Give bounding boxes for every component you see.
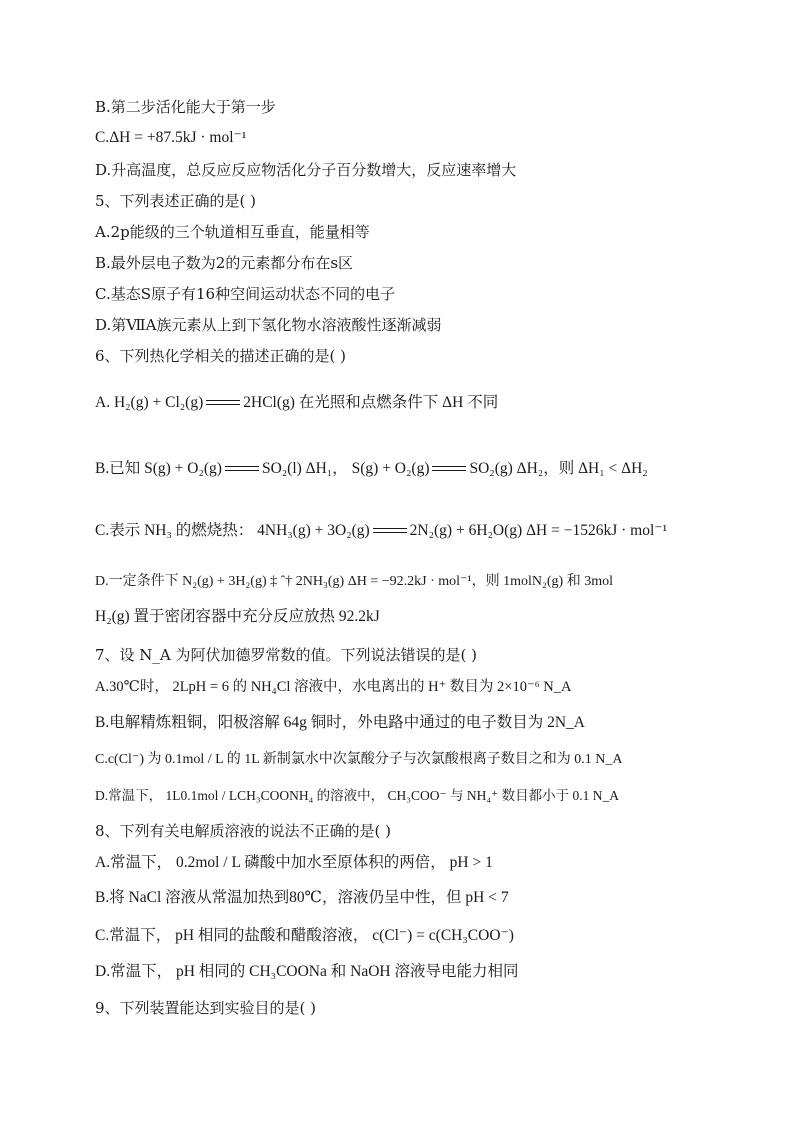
q4-option-b: B.第二步活化能大于第一步 <box>95 98 276 116</box>
q7-stem: 7、设 N_A 为阿伏加德罗常数的值。下列说法错误的是( ) <box>95 646 478 664</box>
q6-option-a-label: A. <box>95 394 114 411</box>
equals-sign-icon <box>432 464 466 474</box>
q6-option-b <box>95 459 648 479</box>
q5-option-b: B.最外层电子数为2的元素都分布在s区 <box>95 254 354 272</box>
q6-option-a-reactants: H₂(g) + Cl₂(g) <box>113 394 204 411</box>
q7-option-b: B.电解精炼粗铜，阳极溶解 64g 铜时，外电路中通过的电子数目为 2N_A <box>95 714 585 731</box>
q7-option-d: D.常温下， 1L0.1mol / LCH₃COONH₄ 的溶液中， CH₃COO⁻ 与 NH₄⁺ 数目都小于 0.1 N_A <box>95 788 619 803</box>
q6-option-c <box>95 521 667 541</box>
q7-option-a: A.30℃时， 2LpH = 6 的 NH₄Cl 溶液中，水电离出的 H⁺ 数目为 2×10⁻⁶ N_A <box>95 679 572 695</box>
q8-option-a: A.常温下， 0.2mol / L 磷酸中加水至原体积的两倍， pH > 1 <box>95 854 493 871</box>
equals-sign-icon <box>373 526 407 536</box>
q6-stem: 6、下列热化学相关的描述正确的是( ) <box>95 347 347 365</box>
q6-option-c-products: 2N₂(g) + 6H₂O(g) ΔH = −1526kJ · mol⁻¹ <box>409 522 668 539</box>
q7-option-c: C.c(Cl⁻) 为 0.1mol / L 的 1L 新制氯水中次氯酸分子与次氯酸根离子数目之和为 0.1 N_A <box>95 752 623 767</box>
q8-option-c: C.常温下， pH 相同的盐酸和醋酸溶液， c(Cl⁻) = c(CH₃COO⁻) <box>95 927 514 944</box>
q6-option-c-label: C.表示 NH₃ 的燃烧热： <box>95 522 258 539</box>
q6-option-a-products: 2HCl(g) <box>243 394 295 411</box>
q9-stem: 9、下列装置能达到实验目的是( ) <box>95 999 317 1017</box>
q6-option-b-label: B.已知 <box>95 460 145 477</box>
q5-stem: 5、下列表述正确的是( ) <box>95 192 257 210</box>
q6-option-c-reactants: 4NH₃(g) + 3O₂(g) <box>257 522 370 539</box>
q6-option-b-eq1-products: SO₂(l) ΔH₁， <box>261 460 348 477</box>
q8-option-d: D.常温下， pH 相同的 CH₃COONa 和 NaOH 溶液导电能力相同 <box>95 963 519 980</box>
q4-option-c: C.ΔH = +87.5kJ · mol⁻¹ <box>95 129 247 146</box>
q8-option-b: B.将 NaCl 溶液从常温加热到80℃，溶液仍呈中性，但 pH < 7 <box>95 889 509 906</box>
q6-option-a <box>95 393 498 413</box>
q5-option-c: C.基态S原子有16种空间运动状态不同的电子 <box>95 285 396 303</box>
q6-option-b-eq2-reactants: S(g) + O₂(g) <box>351 460 430 477</box>
equals-sign-icon <box>206 398 240 408</box>
q6-option-d: D.一定条件下 N₂(g) + 3H₂(g) ‡ ˆ† 2NH₃(g) ΔH = −92.2kJ · mol⁻¹，则 1molN₂(g) 和 3mol <box>95 574 613 589</box>
q5-option-d: D.第ⅦA族元素从上到下氢化物水溶液酸性逐渐减弱 <box>95 316 442 334</box>
q5-option-a: A.2p能级的三个轨道相互垂直，能量相等 <box>95 223 370 241</box>
q6-option-a-text: 在光照和点燃条件下 ΔH 不同 <box>294 394 499 411</box>
q4-option-d: D.升高温度，总反应反应物活化分子百分数增大，反应速率增大 <box>95 161 517 179</box>
q6-option-d-cont: H₂(g) 置于密闭容器中充分反应放热 92.2kJ <box>95 608 380 625</box>
q6-option-b-eq1-reactants: S(g) + O₂(g) <box>144 460 222 477</box>
q8-stem: 8、下列有关电解质溶液的说法不正确的是( ) <box>95 822 392 840</box>
equals-sign-icon <box>225 464 259 474</box>
q6-option-b-eq2-products: SO₂(g) ΔH₂，则 ΔH₁ < ΔH₂ <box>469 460 648 477</box>
